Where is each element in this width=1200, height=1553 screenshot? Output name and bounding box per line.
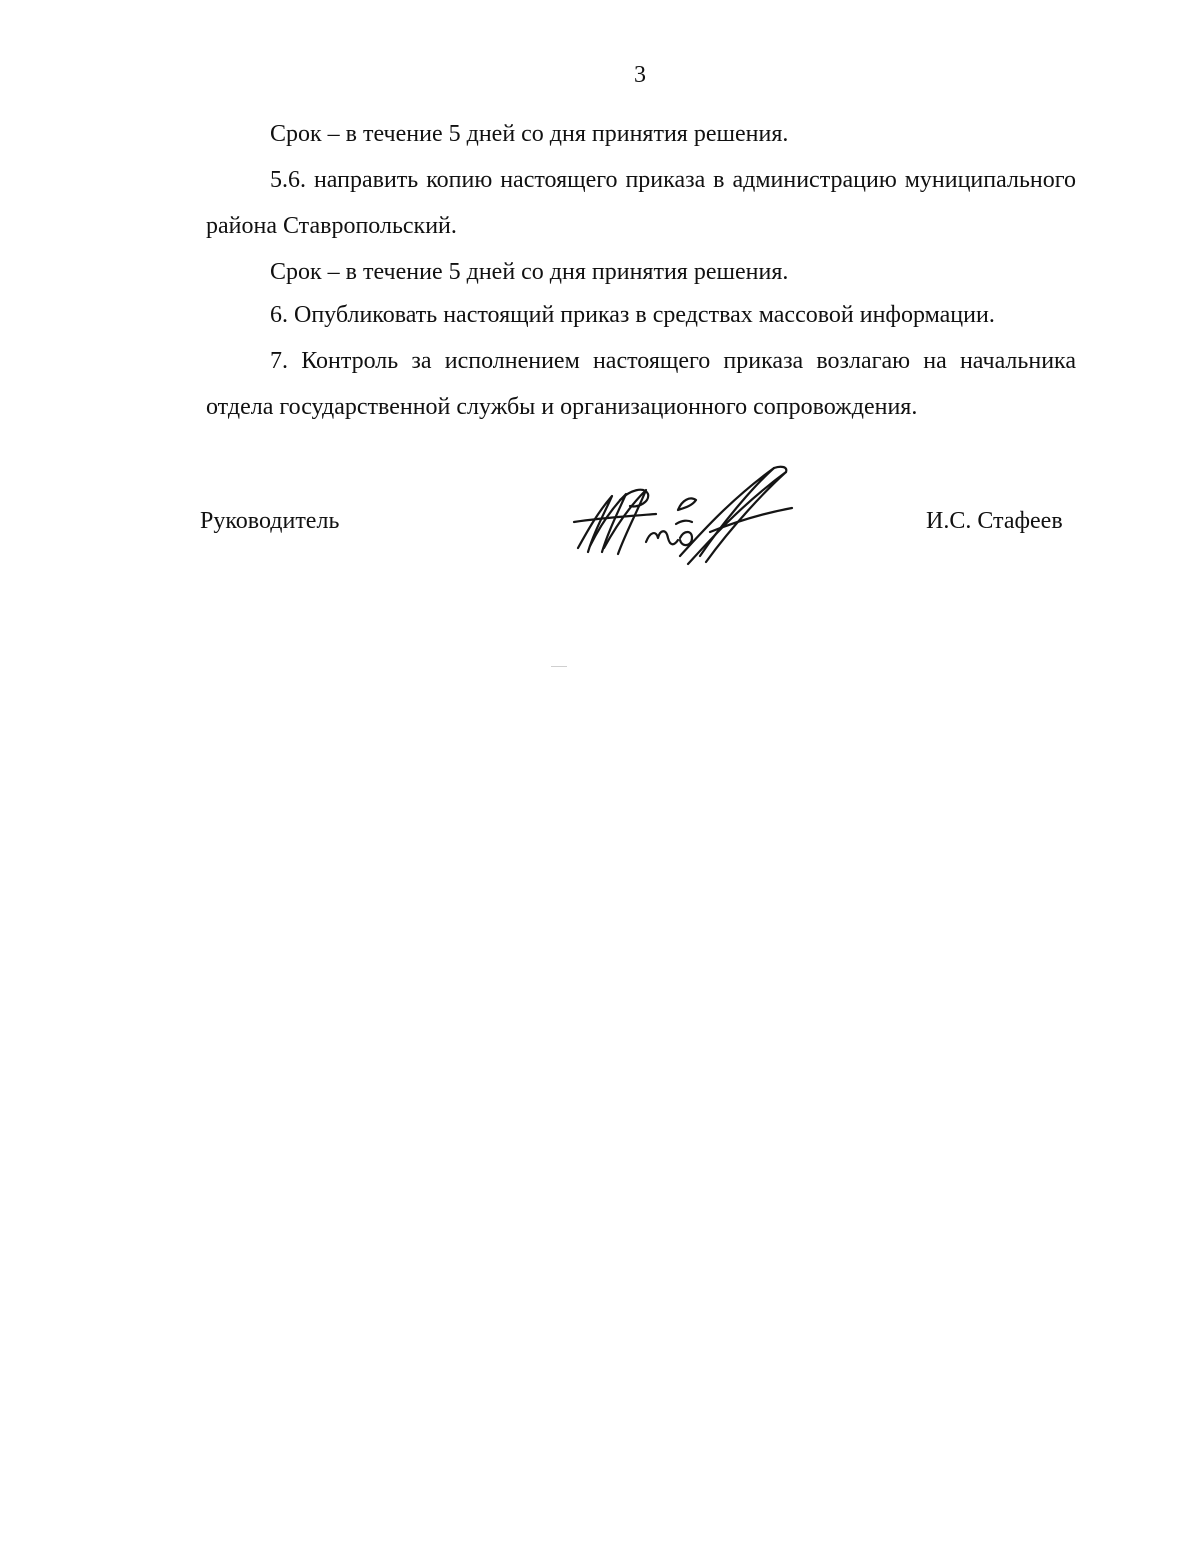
deadline-paragraph-1: Срок – в течение 5 дней со дня принятия решения.	[270, 121, 789, 147]
handwritten-signature	[560, 460, 800, 570]
signatory-position: Руководитель	[200, 508, 340, 534]
deadline-paragraph-2: Срок – в течение 5 дней со дня принятия решения.	[270, 259, 789, 285]
control-paragraph: 7. Контроль за исполнением настоящего приказа возлагаю на начальника отдела государственной службы и организационного сопровождения.	[206, 348, 1076, 420]
signature-block	[0, 500, 1200, 580]
page-number: 3	[634, 62, 646, 88]
send-copy-paragraph: 5.6. направить копию настоящего приказа в администрацию муниципального района Ставропольский.	[206, 167, 1076, 239]
scan-artifact	[551, 666, 567, 667]
signatory-name: И.С. Стафеев	[926, 508, 1063, 534]
publish-paragraph: 6. Опубликовать настоящий приказ в средствах массовой информации.	[270, 302, 995, 328]
